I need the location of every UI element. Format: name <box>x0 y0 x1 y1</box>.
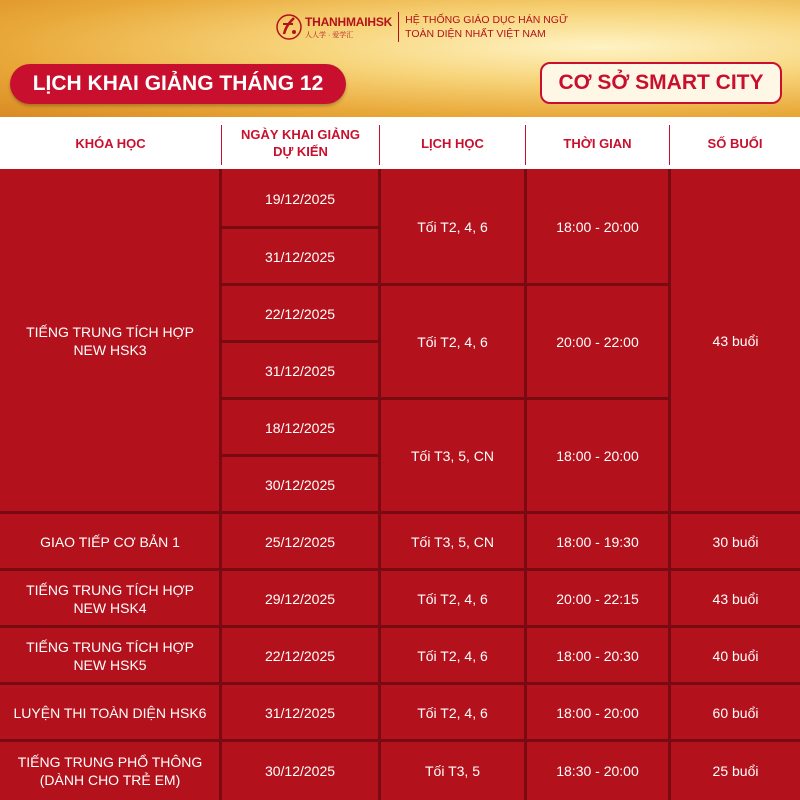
course-cell-hsk3 <box>0 170 220 512</box>
schedule-cell: Tối T2, 4, 6 <box>417 590 488 607</box>
schedule-cell: Tối T2, 4, 6 <box>417 647 488 664</box>
grid-line <box>219 169 222 800</box>
grid-line <box>0 739 800 742</box>
course-name-line-1: TIẾNG TRUNG PHỔ THÔNG <box>17 754 203 770</box>
sessions-cell: 25 buổi <box>712 763 759 779</box>
schedule-cell: Tối T2, 4, 6 <box>417 219 488 235</box>
column-header-start-date-line-1: NGÀY KHAI GIẢNG <box>241 127 360 142</box>
grid-line <box>221 454 379 457</box>
schedule-cell: Tối T3, 5 <box>425 763 480 779</box>
schedule-cell: Tối T3, 5, CN <box>411 533 494 550</box>
sessions-cell: 60 buổi <box>712 704 759 721</box>
header-divider <box>379 125 380 165</box>
tagline-line-2: TOÀN DIỆN NHẤT VIỆT NAM <box>405 28 546 40</box>
course-name-line-2: NEW HSK3 <box>73 342 147 358</box>
logo-brand-name: THANHMAIHSK <box>305 14 393 29</box>
sessions-cell: 40 buổi <box>712 647 759 664</box>
sessions-cell: 30 buổi <box>712 533 759 550</box>
grid-line <box>0 568 800 571</box>
logo-slogan: 人人学 · 爱学汇 <box>305 31 354 39</box>
column-header-start-date-line-2: DỰ KIẾN <box>273 144 328 159</box>
course-name-line-2: NEW HSK4 <box>73 599 147 616</box>
column-header-time: THỜI GIAN <box>563 135 632 151</box>
grid-line <box>524 169 527 800</box>
start-date-cell: 19/12/2025 <box>264 190 336 207</box>
column-header-start-date <box>222 117 379 169</box>
header-divider <box>525 125 526 165</box>
course-cell <box>0 742 220 800</box>
schedule-cell: Tối T3, 5, CN <box>411 448 494 464</box>
grid-line <box>378 169 381 800</box>
grid-line <box>221 283 670 286</box>
grid-line <box>221 340 379 343</box>
start-date-cell: 18/12/2025 <box>264 419 336 436</box>
grid-line <box>0 625 800 628</box>
course-cell <box>0 514 220 569</box>
course-name-line-1: GIAO TIẾP CƠ BẢN 1 <box>40 533 180 550</box>
time-cell: 20:00 - 22:00 <box>556 334 639 350</box>
schedule-cell: Tối T2, 4, 6 <box>417 334 488 350</box>
time-cell: 20:00 - 22:15 <box>556 590 639 607</box>
start-date-cell: 30/12/2025 <box>264 476 336 493</box>
brand-logo <box>276 12 568 42</box>
grid-line <box>0 511 800 514</box>
header-divider <box>221 125 222 165</box>
time-cell: 18:00 - 19:30 <box>556 533 639 550</box>
tagline-line-1: HỆ THỐNG GIÁO DỤC HÁN NGỮ <box>405 14 568 26</box>
course-name-line-2: NEW HSK5 <box>73 656 147 673</box>
start-date-cell: 31/12/2025 <box>264 362 336 379</box>
logo-divider <box>398 12 399 42</box>
schedule-cell: Tối T2, 4, 6 <box>417 704 488 721</box>
sessions-cell: 43 buổi <box>712 333 759 349</box>
column-header-course: KHÓA HỌC <box>75 135 146 151</box>
sessions-cell: 43 buổi <box>712 590 759 607</box>
grid-line <box>668 169 671 800</box>
page-title: LỊCH KHAI GIẢNG THÁNG 12 <box>10 64 346 104</box>
course-cell <box>0 685 220 740</box>
time-cell: 18:00 - 20:00 <box>556 704 639 721</box>
start-date-cell: 30/12/2025 <box>264 763 336 779</box>
header-divider <box>669 125 670 165</box>
course-name-line-1: TIẾNG TRUNG TÍCH HỢP <box>26 638 194 655</box>
column-header-schedule: LỊCH HỌC <box>421 135 484 151</box>
course-name-line-1: LUYỆN THI TOÀN DIỆN HSK6 <box>13 704 207 721</box>
course-cell <box>0 571 220 626</box>
course-cell <box>0 628 220 683</box>
grid-line <box>221 397 670 400</box>
branch-badge: CƠ SỞ SMART CITY <box>540 62 782 104</box>
table-header <box>0 117 800 169</box>
column-header-sessions: SỐ BUỔI <box>707 135 763 151</box>
start-date-cell: 25/12/2025 <box>264 533 336 550</box>
course-name-line-1: TIẾNG TRUNG TÍCH HỢP <box>26 581 194 598</box>
logo-icon <box>276 12 302 42</box>
time-cell: 18:00 - 20:30 <box>556 647 639 664</box>
time-cell: 18:00 - 20:00 <box>556 219 639 235</box>
start-date-cell: 22/12/2025 <box>264 647 336 664</box>
course-name-line-1: TIẾNG TRUNG TÍCH HỢP <box>26 324 194 340</box>
start-date-cell: 31/12/2025 <box>264 248 336 265</box>
course-name-line-2: (DÀNH CHO TRẺ EM) <box>39 772 181 788</box>
start-date-cell: 31/12/2025 <box>264 704 336 721</box>
grid-line <box>0 682 800 685</box>
start-date-cell: 22/12/2025 <box>264 305 336 322</box>
poster-header <box>0 0 800 117</box>
time-cell: 18:00 - 20:00 <box>556 448 639 464</box>
start-date-cell: 29/12/2025 <box>264 590 336 607</box>
time-cell: 18:30 - 20:00 <box>556 763 639 779</box>
grid-line <box>221 226 379 229</box>
logo-tagline <box>405 13 568 41</box>
